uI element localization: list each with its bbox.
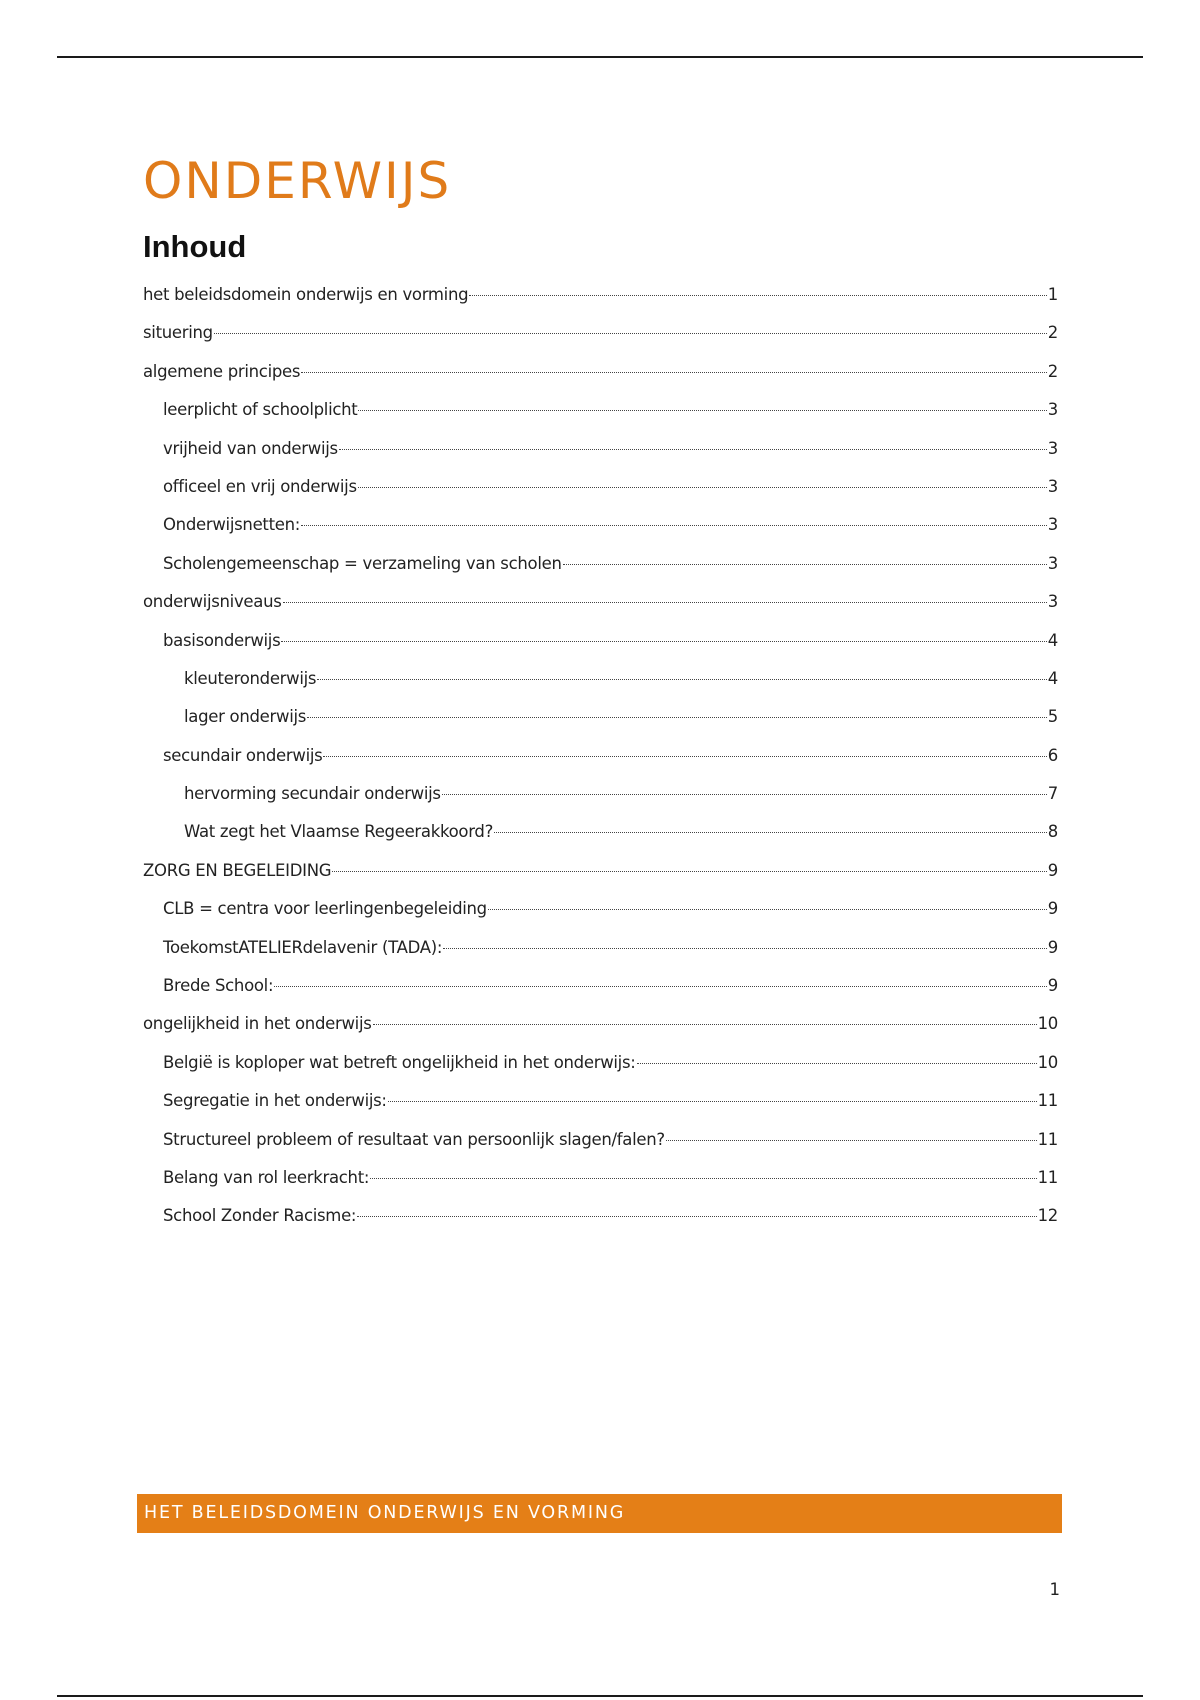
- toc-entry-title: basisonderwijs: [163, 630, 281, 650]
- toc-entry-title: Brede School:: [163, 976, 274, 996]
- document-title: ONDERWIJS: [143, 152, 452, 210]
- toc-entry-title: algemene principes: [143, 361, 301, 381]
- toc-entry-page: 3: [1047, 400, 1058, 420]
- toc-entry-page: 7: [1047, 784, 1058, 804]
- toc-entry[interactable]: [143, 813, 1058, 851]
- toc-entry-title: Scholengemeenschap = verzameling van scholen: [163, 553, 562, 573]
- toc-entry-page: 9: [1047, 860, 1058, 880]
- toc-dot-leader: [666, 1140, 1037, 1141]
- toc-entry-title: Belang van rol leerkracht:: [163, 1167, 370, 1187]
- document-page: [143, 130, 1058, 1236]
- toc-entry-page: 12: [1037, 1206, 1058, 1226]
- toc-dot-leader: [373, 1024, 1037, 1025]
- toc-entry-title: School Zonder Racisme:: [163, 1206, 357, 1226]
- toc-dot-leader: [339, 449, 1047, 450]
- toc-entry-page: 3: [1047, 553, 1058, 573]
- toc-entry[interactable]: [143, 276, 1058, 314]
- toc-dot-leader: [357, 1216, 1036, 1217]
- toc-dot-leader: [214, 333, 1047, 334]
- toc-dot-leader: [469, 295, 1047, 296]
- toc-dot-leader: [274, 986, 1047, 987]
- toc-heading: Inhoud: [143, 229, 247, 264]
- toc-entry[interactable]: [143, 430, 1058, 468]
- toc-entry[interactable]: [143, 929, 1058, 967]
- toc-entry[interactable]: [143, 468, 1058, 506]
- toc-entry-title: leerplicht of schoolplicht: [163, 400, 358, 420]
- toc-entry-page: 4: [1047, 630, 1058, 650]
- toc-entry-title: CLB = centra voor leerlingenbegeleiding: [163, 899, 487, 919]
- toc-entry-title: Onderwijsnetten:: [163, 515, 301, 535]
- toc-entry-title: Wat zegt het Vlaamse Regeerakkoord?: [184, 822, 494, 842]
- toc-entry[interactable]: [143, 314, 1058, 352]
- toc-dot-leader: [563, 564, 1047, 565]
- toc-entry-title: Structureel probleem of resultaat van persoonlijk slagen/falen?: [163, 1129, 665, 1149]
- toc-entry[interactable]: [143, 890, 1058, 928]
- toc-entry-title: onderwijsniveaus: [143, 592, 282, 612]
- toc-entry-page: 11: [1037, 1167, 1058, 1187]
- toc-entry-page: 2: [1047, 323, 1058, 343]
- toc-entry[interactable]: [143, 1159, 1058, 1197]
- toc-dot-leader: [488, 909, 1047, 910]
- toc-entry-page: 4: [1047, 668, 1058, 688]
- section-heading-bar: HET BELEIDSDOMEIN ONDERWIJS EN VORMING: [137, 1494, 1062, 1533]
- toc-entry-page: 9: [1047, 937, 1058, 957]
- toc-entry-page: 3: [1047, 515, 1058, 535]
- toc-entry-page: 9: [1047, 899, 1058, 919]
- toc-entry-title: vrijheid van onderwijs: [163, 438, 338, 458]
- toc-entry-title: secundair onderwijs: [163, 745, 323, 765]
- toc-entry-page: 6: [1047, 745, 1058, 765]
- toc-entry[interactable]: [143, 775, 1058, 813]
- toc-dot-leader: [301, 525, 1047, 526]
- toc-entry-page: 2: [1047, 361, 1058, 381]
- toc-entry-title: ToekomstATELIERdelavenir (TADA):: [163, 937, 443, 957]
- page-top-rule: [57, 56, 1143, 58]
- toc-dot-leader: [494, 832, 1047, 833]
- toc-entry-title: kleuteronderwijs: [184, 668, 317, 688]
- toc-entry-page: 3: [1047, 592, 1058, 612]
- toc-entry[interactable]: [143, 506, 1058, 544]
- toc-entry[interactable]: [143, 1005, 1058, 1043]
- toc-entry[interactable]: [143, 737, 1058, 775]
- toc-entry-page: 5: [1047, 707, 1058, 727]
- toc-entry[interactable]: [143, 1082, 1058, 1120]
- toc-dot-leader: [358, 487, 1047, 488]
- toc-entry[interactable]: [143, 967, 1058, 1005]
- toc-entry[interactable]: [143, 391, 1058, 429]
- toc-entry-page: 11: [1037, 1091, 1058, 1111]
- toc-entry[interactable]: [143, 353, 1058, 391]
- toc-entry-title: hervorming secundair onderwijs: [184, 784, 441, 804]
- toc-entry[interactable]: [143, 1044, 1058, 1082]
- toc-entry-page: 8: [1047, 822, 1058, 842]
- toc-dot-leader: [388, 1101, 1037, 1102]
- toc-entry[interactable]: [143, 545, 1058, 583]
- toc-entry[interactable]: [143, 1197, 1058, 1235]
- toc-entry-page: 3: [1047, 476, 1058, 496]
- toc-entry-page: 3: [1047, 438, 1058, 458]
- toc-entry[interactable]: [143, 583, 1058, 621]
- toc-entry-page: 10: [1037, 1014, 1058, 1034]
- toc-dot-leader: [317, 679, 1047, 680]
- toc-entry[interactable]: [143, 852, 1058, 890]
- toc-entry-title: het beleidsdomein onderwijs en vorming: [143, 285, 469, 304]
- toc-dot-leader: [443, 948, 1047, 949]
- toc-entry-page: 1: [1047, 285, 1058, 304]
- toc-entry-page: 11: [1037, 1129, 1058, 1149]
- page-bottom-rule: [57, 1695, 1143, 1697]
- toc-dot-leader: [281, 641, 1046, 642]
- toc-entry-page: 9: [1047, 976, 1058, 996]
- page-number: 1: [1049, 1580, 1060, 1599]
- toc-entry-title: ongelijkheid in het onderwijs: [143, 1014, 372, 1034]
- toc-entry[interactable]: [143, 622, 1058, 660]
- toc-entry-title: ZORG EN BEGELEIDING: [143, 860, 332, 880]
- toc-dot-leader: [323, 756, 1046, 757]
- toc-dot-leader: [370, 1178, 1036, 1179]
- toc-entry-page: 10: [1037, 1052, 1058, 1072]
- toc-entry[interactable]: [143, 660, 1058, 698]
- toc-dot-leader: [332, 871, 1047, 872]
- toc-entry-title: officeel en vrij onderwijs: [163, 476, 357, 496]
- toc-entry[interactable]: [143, 1121, 1058, 1159]
- toc-dot-leader: [358, 410, 1046, 411]
- toc-entry-title: Segregatie in het onderwijs:: [163, 1091, 387, 1111]
- toc-dot-leader: [301, 372, 1047, 373]
- toc-entry[interactable]: [143, 698, 1058, 736]
- toc-entry-title: lager onderwijs: [184, 707, 307, 727]
- toc-entry-title: België is koploper wat betreft ongelijkheid in het onderwijs:: [163, 1052, 636, 1072]
- table-of-contents: [143, 276, 1058, 1236]
- toc-dot-leader: [442, 794, 1047, 795]
- toc-entry-title: situering: [143, 323, 213, 343]
- toc-dot-leader: [637, 1063, 1037, 1064]
- toc-dot-leader: [283, 602, 1047, 603]
- toc-dot-leader: [307, 717, 1047, 718]
